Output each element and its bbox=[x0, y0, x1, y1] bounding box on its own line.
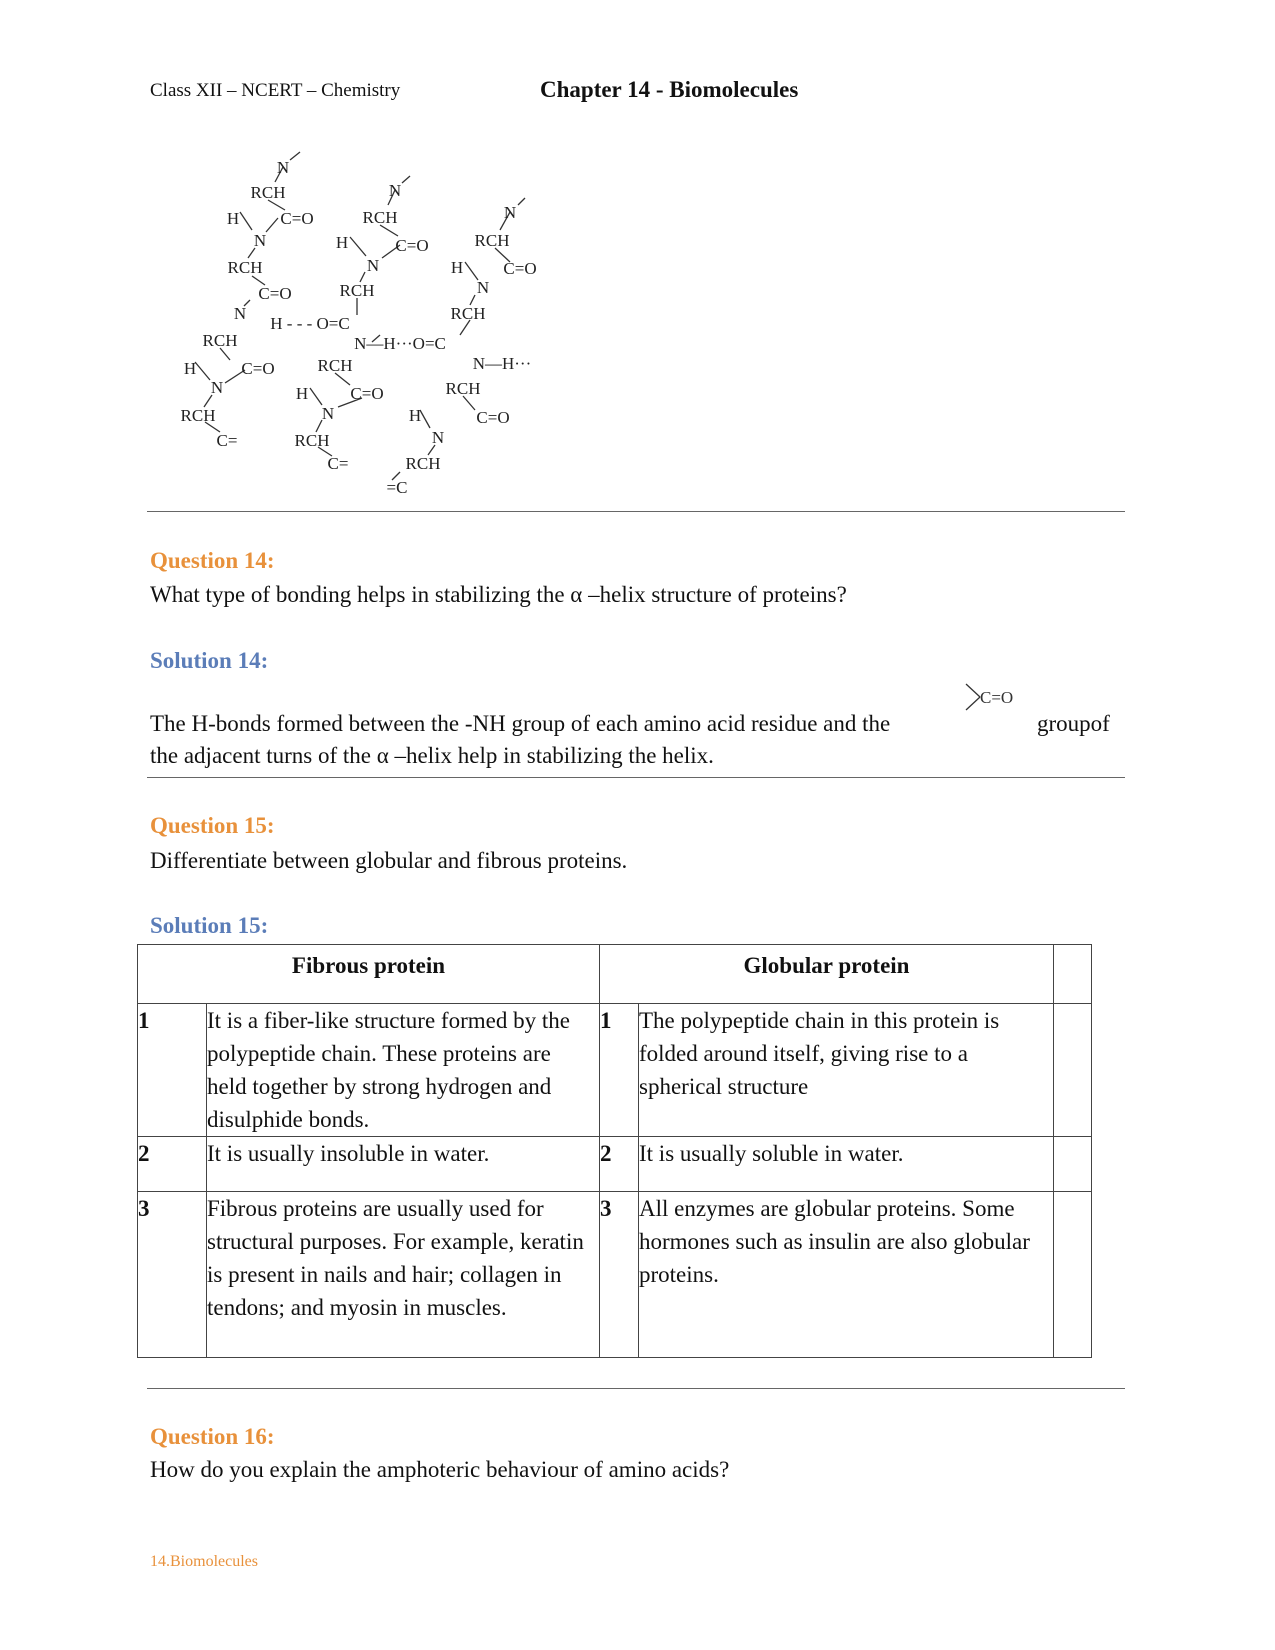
globular-cell: The polypeptide chain in this protein is folded around itself, giving rise to a spherical structure bbox=[639, 1004, 1054, 1137]
alpha-helix-hydrogen-bond-diagram bbox=[0, 0, 600, 520]
diagram-bond-line bbox=[518, 198, 525, 205]
chapter-title: Chapter 14 - Biomolecules bbox=[540, 77, 799, 102]
header-course: Class XII – NCERT – Chemistry bbox=[150, 80, 401, 101]
diagram-bond-line bbox=[266, 218, 278, 232]
diagram-bond-line bbox=[350, 237, 366, 256]
diagram-atom-label: C=O bbox=[350, 384, 384, 403]
table-row bbox=[138, 1192, 1092, 1358]
diagram-atom-label: N bbox=[276, 158, 290, 177]
diagram-atom-label: C=O bbox=[241, 359, 275, 378]
diagram-atom-label: N bbox=[388, 181, 402, 200]
diagram-atom-label: H bbox=[183, 359, 197, 378]
header-fibrous: Fibrous protein bbox=[138, 945, 600, 1004]
diagram-atom-label: C= bbox=[327, 454, 349, 473]
table-header-row bbox=[138, 945, 1092, 1004]
diagram-atom-label: H bbox=[295, 384, 309, 403]
solution-14-line2: the adjacent turns of the α –helix help in stabilizing the helix. bbox=[150, 743, 714, 768]
solution-14-line1: The H-bonds formed between the -NH group of each amino acid residue and the bbox=[150, 711, 891, 736]
diagram-atom-label: N bbox=[431, 428, 445, 447]
diagram-atom-label: RCH bbox=[227, 258, 263, 277]
solution-14-line1-end: groupof bbox=[1037, 711, 1110, 736]
diagram-atom-label: N bbox=[233, 304, 247, 323]
diagram-atom-label: H bbox=[335, 233, 349, 252]
diagram-atom-label: C=O bbox=[258, 284, 292, 303]
row-number: 3 bbox=[138, 1192, 207, 1358]
diagram-atom-label: C=O bbox=[280, 209, 314, 228]
fibrous-cell: It is usually insoluble in water. bbox=[207, 1137, 600, 1192]
empty-cell bbox=[1054, 1004, 1092, 1137]
question-14-text: What type of bonding helps in stabilizing the α –helix structure of proteins? bbox=[150, 582, 847, 607]
diagram-atom-label: RCH bbox=[202, 331, 238, 350]
diagram-atom-label: C=O bbox=[503, 259, 537, 278]
row-number: 3 bbox=[600, 1192, 639, 1358]
divider bbox=[147, 777, 1125, 778]
diagram-atom-label: H bbox=[450, 258, 464, 277]
diagram-atom-label: C=O bbox=[395, 236, 429, 255]
diagram-atom-label: RCH bbox=[445, 379, 481, 398]
globular-cell: All enzymes are globular proteins. Some hormones such as insulin are also globular proteins. bbox=[639, 1192, 1054, 1358]
diagram-atom-label: RCH bbox=[405, 454, 441, 473]
diagram-atom-label: C=O bbox=[476, 408, 510, 427]
solution-15-label: Solution 15: bbox=[150, 913, 269, 938]
carbonyl-group-icon bbox=[960, 680, 1040, 725]
diagram-bond-line bbox=[420, 410, 430, 428]
diagram-bond-line bbox=[195, 362, 210, 380]
diagram-atom-label: RCH bbox=[339, 281, 375, 300]
question-16-label: Question 16: bbox=[150, 1424, 275, 1449]
divider bbox=[147, 511, 1125, 512]
solution-14-label: Solution 14: bbox=[150, 648, 269, 673]
diagram-atom-label: H bbox=[408, 406, 422, 425]
diagram-atom-label: N bbox=[253, 231, 267, 250]
empty-cell bbox=[1054, 945, 1092, 1004]
diagram-atom-label: =C bbox=[386, 478, 408, 497]
fibrous-cell: It is a fiber-like structure formed by the polypeptide chain. These proteins are held together by strong hydrogen and disulphide bonds. bbox=[207, 1004, 600, 1137]
diagram-atom-label: RCH bbox=[180, 406, 216, 425]
table-row bbox=[138, 1137, 1092, 1192]
header-globular: Globular protein bbox=[600, 945, 1054, 1004]
diagram-atom-label: H - - - O=C bbox=[270, 314, 350, 333]
diagram-atom-label: C= bbox=[216, 431, 238, 450]
divider bbox=[147, 1388, 1125, 1389]
question-16-text: How do you explain the amphoteric behaviour of amino acids? bbox=[150, 1457, 730, 1482]
globular-cell: It is usually soluble in water. bbox=[639, 1137, 1054, 1192]
diagram-atom-label: N bbox=[503, 203, 517, 222]
diagram-atom-label: N bbox=[210, 378, 224, 397]
empty-cell bbox=[1054, 1192, 1092, 1358]
diagram-bond-line bbox=[402, 176, 410, 183]
row-number: 1 bbox=[138, 1004, 207, 1137]
diagram-bond-line bbox=[290, 152, 300, 160]
protein-comparison-table bbox=[137, 944, 1092, 1358]
row-number: 2 bbox=[600, 1137, 639, 1192]
diagram-atom-label: N—H··· bbox=[472, 354, 532, 373]
diagram-atom-label: N bbox=[476, 278, 490, 297]
diagram-atom-label: RCH bbox=[294, 431, 330, 450]
diagram-atom-label: H bbox=[226, 209, 240, 228]
diagram-atom-label: RCH bbox=[450, 304, 486, 323]
question-15-text: Differentiate between globular and fibrous proteins. bbox=[150, 848, 628, 873]
diagram-atom-label: N bbox=[321, 404, 335, 423]
table-row bbox=[138, 1004, 1092, 1137]
diagram-atom-label: N bbox=[366, 256, 380, 275]
diagram-bond-line bbox=[310, 388, 322, 405]
diagram-bond-line bbox=[463, 396, 475, 410]
fibrous-cell: Fibrous proteins are usually used for structural purposes. For example, keratin is present in nails and hair; collagen in tendons; and myosin in muscles. bbox=[207, 1192, 600, 1358]
diagram-bond-line bbox=[240, 212, 252, 230]
footer-chapter: 14.Biomolecules bbox=[150, 1553, 258, 1570]
carbonyl-formula: C=O bbox=[980, 688, 1014, 707]
diagram-atom-label: RCH bbox=[362, 208, 398, 227]
diagram-atom-label: RCH bbox=[474, 231, 510, 250]
row-number: 2 bbox=[138, 1137, 207, 1192]
row-number: 1 bbox=[600, 1004, 639, 1137]
empty-cell bbox=[1054, 1137, 1092, 1192]
diagram-atom-label: RCH bbox=[250, 183, 286, 202]
diagram-atom-label: RCH bbox=[317, 356, 353, 375]
question-15-label: Question 15: bbox=[150, 813, 275, 838]
diagram-atom-label: N—H···O=C bbox=[354, 334, 446, 353]
question-14-label: Question 14: bbox=[150, 548, 275, 573]
